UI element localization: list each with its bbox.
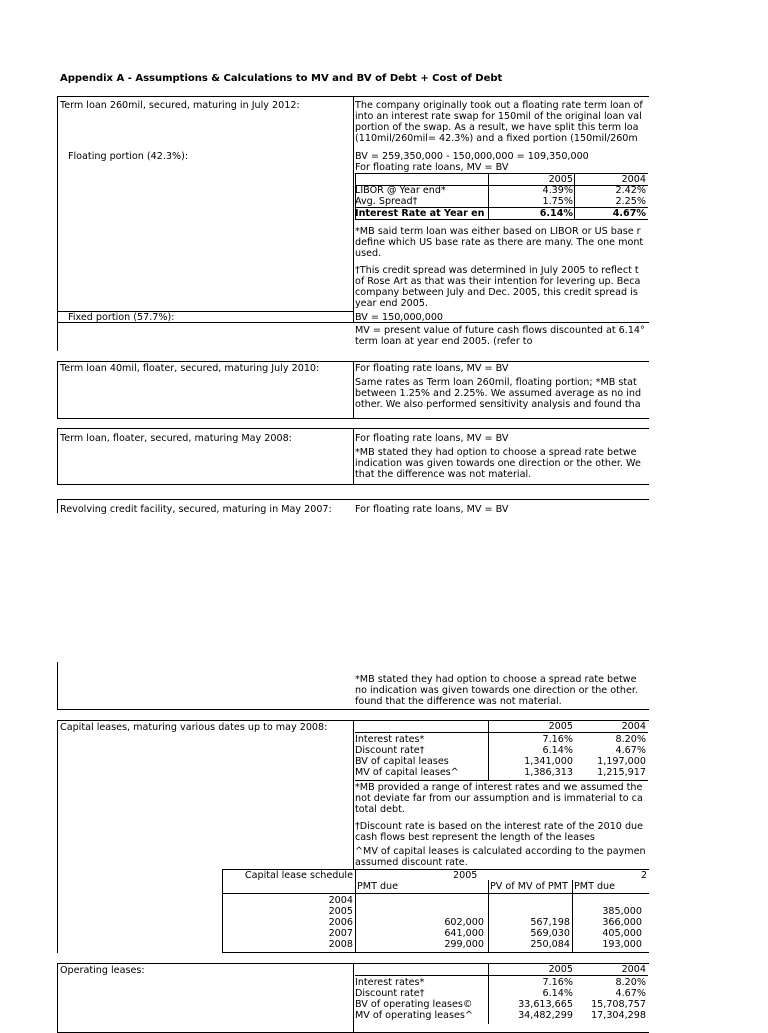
op-row-value: 6.14% [542, 988, 573, 999]
cap-row-value: 1,215,917 [597, 767, 646, 778]
floating-mv-line: For floating rate loans, MV = BV [355, 162, 509, 173]
capital-leases-label: Capital leases, maturing various dates up to may 2008: [60, 722, 328, 733]
revolver-label: Revolving credit facility, secured, maturing in May 2007: [60, 504, 332, 515]
schedule-pmt: 641,000 [444, 928, 484, 939]
rate-row-value: 6.14% [539, 208, 573, 219]
schedule-year: 2007 [328, 928, 353, 939]
op-row-label: Discount rate† [355, 988, 425, 999]
intro-line: (110mil/260mil= 42.3%) and a fixed portion (150mil/260m [355, 133, 638, 144]
continuation-left-border [57, 662, 58, 710]
cap-note-line: ^MV of capital leases is calculated according to the paymen [355, 846, 646, 857]
cap-row-value: 7.16% [542, 734, 573, 745]
rate-row-label: Avg. Spread† [355, 196, 418, 207]
op-row-value: 34,482,299 [518, 1010, 573, 1021]
op-col-2005: 2005 [548, 964, 573, 975]
schedule-pmt2: 405,000 [602, 928, 642, 939]
op-row-value: 17,304,298 [591, 1010, 646, 1021]
schedule-year: 2004 [328, 895, 353, 906]
schedule-year: 2005 [328, 906, 353, 917]
libor-note-line: define which US base rate as there are many. The one mont [355, 237, 644, 248]
schedule-header-pv: PV of MV of PMT [490, 881, 568, 892]
revolver-detail: For floating rate loans, MV = BV [355, 504, 509, 515]
term-loan-2008-label: Term loan, floater, secured, maturing May 2008: [60, 433, 292, 444]
term-loan-40-details [355, 363, 648, 413]
cap-row-value: 1,386,313 [524, 767, 573, 778]
spread-note-line: company between July and Dec. 2005, this credit spread is [355, 287, 638, 298]
rate-row-value: 4.39% [542, 185, 573, 196]
operating-leases-label: Operating leases: [60, 965, 145, 976]
fixed-mv-line: MV = present value of future cash flows discounted at 6.14° [355, 325, 645, 336]
rate-row-value: 2.42% [615, 185, 646, 196]
op-row-label: MV of operating leases^ [355, 1010, 473, 1021]
rate-row-label: LIBOR @ Year end* [355, 185, 446, 196]
floating-portion-label: Floating portion (42.3%): [68, 151, 189, 162]
schedule-pmt: 299,000 [444, 939, 484, 950]
schedule-pmt2: 193,000 [602, 939, 642, 950]
op-row-value: 4.67% [615, 988, 646, 999]
op-col-2004: 2004 [621, 964, 646, 975]
revolver-top-border [57, 499, 649, 500]
cap-row-label: Interest rates* [355, 734, 425, 745]
schedule-year-a: 2005 [453, 870, 478, 881]
cap-row-value: 8.20% [615, 734, 646, 745]
cap-row-value: 1,197,000 [597, 756, 646, 767]
detail-line: other. We also performed sensitivity analysis and found tha [355, 399, 641, 410]
fixed-portion-label: Fixed portion (57.7%): [68, 312, 175, 323]
detail-line: that the difference was not material. [355, 469, 532, 480]
op-row-value: 7.16% [542, 977, 573, 988]
cap-note-line: *MB provided a range of interest rates and we assumed the [355, 782, 643, 793]
cap-note-line: total debt. [355, 804, 405, 815]
op-row-label: BV of operating leases© [355, 999, 473, 1010]
schedule-pv: 567,198 [530, 917, 570, 928]
detail-line: *MB stated they had option to choose a spread rate betwe [355, 447, 637, 458]
intro-line: The company originally took out a floating rate term loan of [355, 100, 643, 111]
schedule-year-b: 2 [641, 870, 648, 881]
rate-col-2005: 2005 [548, 174, 573, 185]
term-loan-260-label: Term loan 260mil, secured, maturing in July 2012: [60, 100, 300, 111]
cap-note-line: †Discount rate is based on the interest rate of the 2010 due [355, 821, 644, 832]
rate-row-value: 1.75% [542, 196, 573, 207]
fixed-bv-line: BV = 150,000,000 [355, 312, 444, 323]
rate-row-value: 2.25% [615, 196, 646, 207]
schedule-pv: 569,030 [530, 928, 570, 939]
spread-note-line: of Rose Art as that was their intention for levering up. Beca [355, 276, 641, 287]
detail-line: *MB stated they had option to choose a spread rate betwe [355, 674, 637, 685]
cap-note-line: cash flows best represent the length of the leases [355, 832, 595, 843]
op-row-value: 33,613,665 [518, 999, 573, 1010]
term-loan-2008-details [355, 433, 648, 483]
term-loan-260-details [355, 100, 648, 350]
spread-note-line: †This credit spread was determined in July 2005 to reflect t [355, 265, 639, 276]
intro-line: into an interest rate swap for 150mil of the original loan val [355, 111, 642, 122]
cap-row-label: MV of capital leases^ [355, 767, 459, 778]
schedule-pmt2: 366,000 [602, 917, 642, 928]
schedule-label: Capital lease schedule [244, 870, 353, 881]
cap-row-label: Discount rate† [355, 745, 425, 756]
cap-note-line: assumed discount rate. [355, 857, 468, 868]
rate-col-2004: 2004 [621, 174, 646, 185]
cap-row-value: 4.67% [615, 745, 646, 756]
detail-line: found that the difference was not material. [355, 696, 562, 707]
continuation-notes [355, 674, 648, 710]
detail-line: no indication was given towards one direction or the other. [355, 685, 638, 696]
op-row-value: 8.20% [615, 977, 646, 988]
cap-row-value: 6.14% [542, 745, 573, 756]
cap-row-value: 1,341,000 [524, 756, 573, 767]
detail-line: indication was given towards one direction or the other. We [355, 458, 641, 469]
rate-row-value: 4.67% [612, 208, 646, 219]
schedule-header-pmt: PMT due [357, 881, 399, 892]
schedule-pmt2: 385,000 [602, 906, 642, 917]
libor-note-line: used. [355, 248, 382, 259]
operating-leases-details [355, 963, 648, 1024]
schedule-pmt: 602,000 [444, 917, 484, 928]
schedule-pv: 250,084 [530, 939, 570, 950]
cap-col-2004: 2004 [621, 721, 646, 732]
schedule-year: 2006 [328, 917, 353, 928]
schedule-year: 2008 [328, 939, 353, 950]
detail-line: between 1.25% and 2.25%. We assumed average as no ind [355, 388, 642, 399]
detail-line: For floating rate loans, MV = BV [355, 433, 509, 444]
op-row-value: 15,708,757 [591, 999, 646, 1010]
rate-row-label: Interest Rate at Year en [355, 208, 485, 219]
floating-bv-line: BV = 259,350,000 - 150,000,000 = 109,350,000 [355, 151, 589, 162]
term-loan-40-label: Term loan 40mil, floater, secured, maturing July 2010: [60, 363, 320, 374]
intro-line: portion of the swap. As a result, we have split this term loa [355, 122, 639, 133]
op-row-label: Interest rates* [355, 977, 425, 988]
page-title: Appendix A - Assumptions & Calculations to MV and BV of Debt + Cost of Debt [60, 73, 503, 84]
libor-note-line: *MB said term loan was either based on LIBOR or US base r [355, 226, 641, 237]
spread-note-line: year end 2005. [355, 298, 429, 309]
detail-line: Same rates as Term loan 260mil, floating portion; *MB stat [355, 377, 637, 388]
schedule-header-pmt2: PMT due [574, 881, 616, 892]
cap-note-line: not deviate far from our assumption and is immaterial to ca [355, 793, 643, 804]
cap-row-label: BV of capital leases [355, 756, 449, 767]
fixed-mv-line: term loan at year end 2005. (refer to [355, 336, 533, 347]
cap-col-2005: 2005 [548, 721, 573, 732]
detail-line: For floating rate loans, MV = BV [355, 363, 509, 374]
